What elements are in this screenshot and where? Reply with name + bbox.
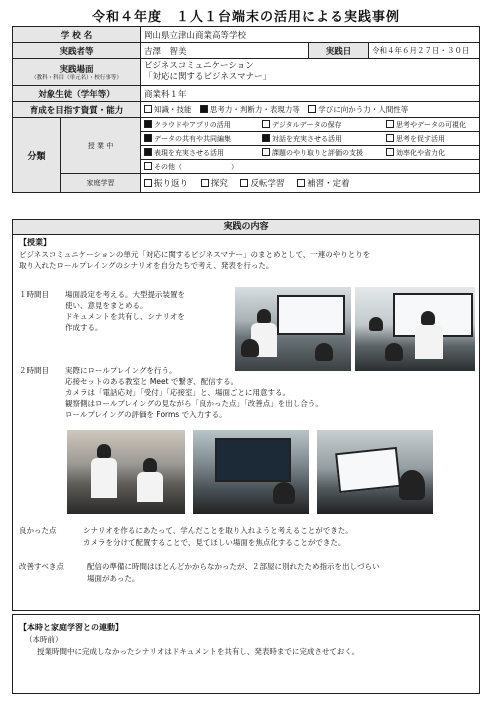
ability-option[interactable]: 知識・技能: [144, 104, 192, 115]
ability-label: 育成を目指す資質・能力: [13, 102, 141, 118]
checkbox-icon: [144, 120, 152, 128]
in-class-row: [141, 118, 480, 132]
scene-sub-label: （教科・科目（単元名）・校行事等）: [31, 74, 122, 81]
checkbox-icon: [144, 162, 152, 170]
in-class-option[interactable]: デジタルデータの保存: [262, 120, 380, 130]
display-screen-icon: [215, 438, 291, 482]
improve-points-line: 場面があった。: [87, 574, 140, 583]
good-points-label: 良かった点: [19, 526, 57, 535]
target-label: 対象生徒（学年等）: [13, 86, 141, 102]
photo-online-meeting: [193, 430, 309, 514]
ability-options: [141, 102, 480, 118]
in-class-row: [141, 132, 480, 146]
in-class-option[interactable]: データの共有や共同編集: [144, 134, 256, 144]
hour1-line: 場面設定を考える。大型提示装置を: [65, 290, 185, 299]
checkbox-icon: [240, 179, 248, 187]
content-heading: 実践の内容: [13, 220, 479, 235]
ability-option[interactable]: 学びに向かう力・人間性等: [308, 104, 408, 115]
home-link-box: [12, 614, 480, 694]
checkbox-icon: [386, 120, 394, 128]
school-value: 岡山県立津山商業高等学校: [141, 27, 480, 43]
school-label: 学 校 名: [13, 27, 141, 43]
target-value: 商業科１年: [141, 86, 480, 102]
in-class-label: 授 業 中: [61, 118, 141, 174]
date-value: 令和４年６月２７日・３０日: [369, 43, 480, 59]
hour2-line: カメラは「電話応対」「受付」「応接室」と、場面ごとに用意する。: [65, 388, 290, 397]
in-class-option[interactable]: 課題のやり取りと評価の支援: [262, 148, 380, 158]
scene-label-cell: [13, 59, 141, 86]
teacher-value: 吉澤 智美: [141, 43, 309, 59]
hour2-line: 応接セットのある教室と Meet で繋ぎ、配信する。: [65, 377, 239, 386]
in-class-option[interactable]: 効率化や省力化: [386, 148, 445, 158]
good-points-line: シナリオを作るにあたって、学んだことを取り入れようと考えることができた。: [83, 526, 353, 535]
scene-value-cell: [141, 59, 480, 86]
checkbox-icon: [386, 148, 394, 156]
date-label: 実践日: [309, 43, 369, 59]
home-option[interactable]: 振り返り: [144, 177, 188, 189]
scene-line-1: ビジネスコミュニケーション: [144, 61, 254, 71]
improve-points-label: 改善すべき点: [19, 562, 64, 571]
checkbox-icon: [386, 134, 394, 142]
teacher-label: 実践者等: [13, 43, 141, 59]
checkbox-icon: [308, 105, 316, 113]
display-screen-icon: [277, 295, 345, 335]
intro-line-2: 取り入れたロールプレイングのシナリオを自分たちで考え、発表を行った。: [19, 261, 274, 270]
home-study-options: [141, 174, 480, 193]
photo-role-play: [67, 430, 185, 514]
home-study-label: 家庭学習: [61, 174, 141, 193]
hour2-label: ２時間目: [19, 366, 49, 375]
laptop-screen-icon: [335, 447, 401, 493]
meta-table: [12, 26, 480, 193]
scene-label: 実践場面: [59, 64, 94, 75]
checkbox-icon: [144, 105, 152, 113]
ability-option[interactable]: 思考力・判断力・表現力等: [200, 104, 300, 115]
in-class-option[interactable]: 対話を充実させる活用: [262, 134, 380, 144]
in-class-option[interactable]: 思考やデータの可視化: [386, 120, 466, 130]
checkbox-icon: [262, 134, 270, 142]
checkbox-icon: [144, 134, 152, 142]
in-class-option[interactable]: クラウドやアプリの活用: [144, 120, 256, 130]
photo-laptop-forms: [317, 430, 433, 514]
checkbox-icon: [144, 179, 152, 187]
home-link-sub: （本時前）: [25, 635, 63, 644]
home-option[interactable]: 探究: [201, 177, 228, 189]
photo-drawing-on-display: [355, 287, 475, 371]
in-class-option[interactable]: 思考を促す活用: [386, 134, 445, 144]
hour1-line: ドキュメントを共有し、シナリオを: [65, 312, 185, 321]
lesson-heading: 【授業】: [19, 238, 51, 247]
checkbox-icon: [200, 105, 208, 113]
checkbox-icon: [262, 120, 270, 128]
other-option[interactable]: その他（ ）: [144, 162, 238, 172]
home-option[interactable]: 補習・定着: [297, 177, 350, 189]
hour2-line: ロールプレイングの評価を Forms で入力する。: [65, 410, 227, 419]
hour2-line: 観察側はロールプレイングの見ながら「良かった点」「改善点」を出し合う。: [65, 399, 323, 408]
improve-points-line: 配信の準備に時間はほとんどかからなかったが、２部屋に別れたため指示を出しづらい: [87, 562, 380, 571]
checkbox-icon: [297, 179, 305, 187]
page-title: 令和４年度 １人１台端末の活用による実践事例: [91, 10, 400, 25]
home-link-heading: 【本時と家庭学習との連動】: [19, 623, 123, 632]
class-label: 分類: [13, 118, 61, 193]
hour1-label: １時間目: [19, 290, 49, 299]
scene-line-2: 「対応に関するビジネスマナー」: [144, 72, 272, 82]
good-points-line: カメラを分けて配置することで、見てほしい場面を焦点化することができた。: [83, 538, 346, 547]
in-class-option[interactable]: 表現を充実させる活用: [144, 148, 256, 158]
checkbox-icon: [262, 148, 270, 156]
home-option[interactable]: 反転学習: [240, 177, 284, 189]
in-class-row: [141, 146, 480, 160]
hour1-line: 使い、意見をまとめる。: [65, 301, 148, 310]
checkbox-icon: [144, 148, 152, 156]
checkbox-icon: [201, 179, 209, 187]
home-link-text: 授業時間中に完成しなかったシナリオはドキュメントを共有し、発表時までに完成させておく。: [37, 647, 360, 656]
content-box: [12, 219, 480, 611]
other-row: [141, 160, 480, 174]
intro-line-1: ビジネスコミュニケーションの単元「対応に関するビジネスマナー」のまとめとして、一連のやりとりを: [19, 250, 371, 259]
hour1-line: 作成する。: [65, 323, 103, 332]
hour2-line: 実際にロールプレイングを行う。: [65, 366, 177, 375]
photo-students-at-screen: [235, 287, 351, 371]
